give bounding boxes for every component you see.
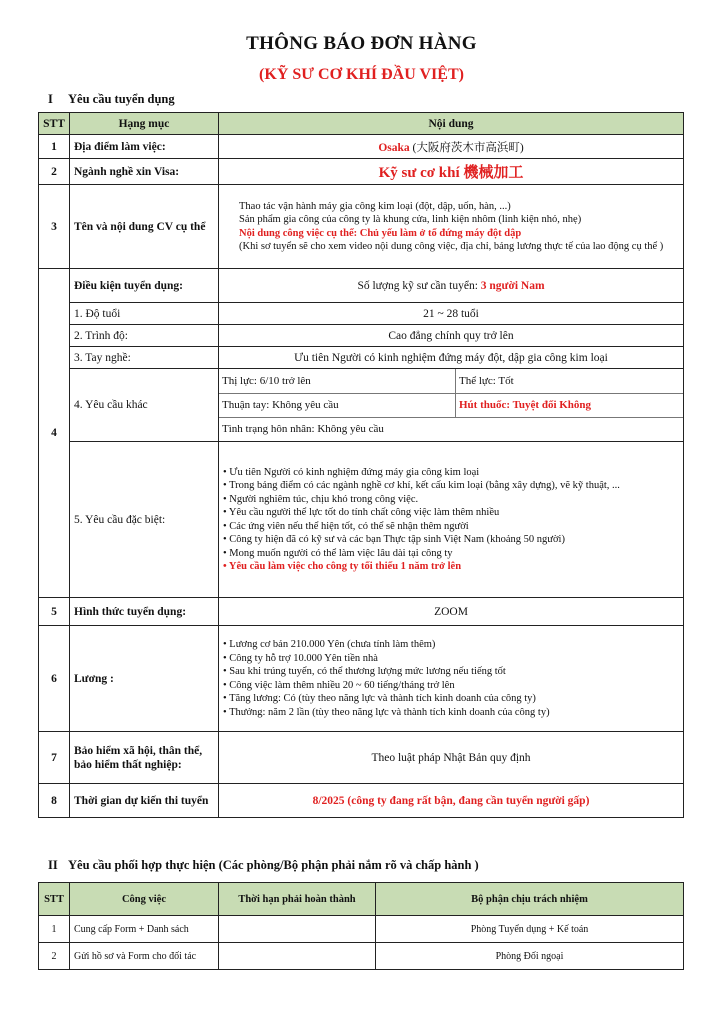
list-item: • Tăng lương: Có (tùy theo năng lực và thành tích kinh doanh của công ty): [223, 693, 536, 704]
list-item: • Trong bảng điểm có các ngành nghề cơ khí, kết cấu kim loại (bằng xây dựng), vẽ kỹ thuật, ...: [223, 480, 620, 491]
table-row: [39, 598, 684, 626]
department-cell: Phòng Đối ngoại: [376, 943, 684, 970]
list-item: • Thưởng: năm 2 lần (tùy theo năng lực và thành tích kinh doanh của công ty): [223, 706, 550, 718]
row-number: 1: [39, 916, 70, 943]
header-department: Bộ phận chịu trách nhiệm: [376, 883, 684, 916]
list-item: • Lương cơ bản 210.000 Yên (chưa tính làm thêm): [223, 639, 436, 650]
row-category: Lương :: [70, 626, 219, 732]
document-subtitle: (KỸ SƯ CƠ KHÍ ĐẦU VIỆT): [259, 66, 464, 83]
smoking-req: Hút thuốc: Tuyệt đối Không: [456, 393, 684, 417]
table-row: [39, 347, 684, 369]
section-2-heading: [48, 858, 479, 873]
education-label: 2. Trình độ:: [70, 325, 219, 347]
header-task: Công việc: [70, 883, 219, 916]
row-category: Bảo hiểm xã hội, thân thể, bảo hiểm thất nghiệp:: [70, 732, 219, 784]
list-item: • Ưu tiên Người có kinh nghiệm đứng máy gia công kim loại: [223, 466, 480, 478]
list-item: • Công ty hỗ trợ 10.000 Yên tiền nhà: [223, 652, 378, 664]
job-line: Thao tác vận hành máy gia công kim loại (đột, dập, uốn, hàn, ...): [239, 200, 511, 212]
job-line: Sản phẩm gia công của công ty là khung cửa, linh kiện nhôm (linh kiện nhỏ, nhẹ): [239, 214, 582, 225]
table-row: [39, 916, 684, 943]
list-item: • Công ty hiện đã có kỹ sư và các bạn Thực tập sinh Việt Nam (khoảng 50 người): [223, 534, 565, 545]
table-row: [39, 325, 684, 347]
quota-value: 3 người Nam: [480, 279, 545, 292]
table-row: [39, 159, 684, 185]
table-row: [39, 784, 684, 818]
list-item: • Mong muốn người có thể làm việc lâu dài tại công ty: [223, 547, 453, 559]
coordination-table: [38, 882, 684, 970]
table-row: [39, 626, 684, 732]
table-row: [39, 943, 684, 970]
list-item: • Công việc làm thêm nhiều 20 ~ 60 tiếng/tháng trở lên: [223, 679, 455, 691]
table-row: [39, 442, 684, 598]
row-category: Tên và nội dung CV cụ thể: [70, 185, 219, 269]
job-line: (Khi sơ tuyển sẽ cho xem video nội dung công việc, địa chỉ, bảng lương thực tế của lao động cụ thể ): [239, 241, 664, 252]
department-cell: Phòng Tuyển dụng + Kế toán: [376, 916, 684, 943]
header-stt: STT: [39, 113, 70, 135]
row-number: 2: [39, 159, 70, 185]
handedness-req: Thuận tay: Không yêu cầu: [219, 393, 456, 417]
requirements-table: [38, 112, 684, 818]
row-number: 3: [39, 185, 70, 269]
other-req-label: 4. Yêu cầu khác: [70, 369, 219, 442]
row-category: Ngành nghề xin Visa:: [70, 159, 219, 185]
row-category: Điều kiện tuyển dụng:: [70, 269, 219, 303]
list-item: • Sau khi trúng tuyển, có thể thương lượng mức lương nếu tiếng tốt: [223, 666, 506, 677]
table-row: [39, 269, 684, 303]
table-row: [39, 732, 684, 784]
section-2-number: II: [48, 858, 58, 872]
section-1-label: Yêu cầu tuyển dụng: [68, 92, 175, 106]
deadline-cell: [219, 943, 376, 970]
work-address: (大阪府茨木市高浜町): [409, 141, 524, 154]
row-number: 1: [39, 135, 70, 159]
fitness-req: Thể lực: Tốt: [456, 369, 684, 393]
visa-occupation: Kỹ sư cơ khí 機械加工: [219, 159, 684, 185]
header-category: Hạng mục: [70, 113, 219, 135]
row-number: 5: [39, 598, 70, 626]
special-req-list: [219, 442, 684, 598]
list-item: • Yêu cầu người thể lực tốt do tính chất công việc làm thêm nhiều: [223, 507, 500, 518]
header-stt: STT: [39, 883, 70, 916]
skill-value: Ưu tiên Người có kinh nghiệm đứng máy đột, dập gia công kim loại: [219, 347, 684, 369]
other-requirements-grid: [219, 369, 683, 441]
table-row: [39, 303, 684, 325]
section-2-label: Yêu cầu phối hợp thực hiện (Các phòng/Bộ phận phải nắm rõ và chấp hành ): [68, 858, 479, 872]
header-content: Nội dung: [219, 113, 684, 135]
table-row: [39, 185, 684, 269]
skill-label: 3. Tay nghề:: [70, 347, 219, 369]
row-number: 7: [39, 732, 70, 784]
other-req-cell: [219, 369, 684, 442]
table-row: [39, 369, 684, 442]
special-req-label: 5. Yêu cầu đặc biệt:: [70, 442, 219, 598]
list-item-highlight: • Yêu cầu làm việc cho công ty tối thiểu 1 năm trở lên: [223, 561, 462, 572]
row-number: 8: [39, 784, 70, 818]
job-detail-highlight: Nội dung công việc cụ thể: Chủ yếu làm ở tổ đứng máy đột dập: [239, 227, 522, 239]
marital-req: Tình trạng hôn nhân: Không yêu cầu: [219, 417, 683, 441]
recruit-quota: [219, 269, 684, 303]
age-label: 1. Độ tuổi: [70, 303, 219, 325]
deadline-cell: [219, 916, 376, 943]
row-number: 2: [39, 943, 70, 970]
row-category: Thời gian dự kiến thi tuyển: [70, 784, 219, 818]
salary-list: [219, 626, 684, 732]
task-cell: Gửi hồ sơ và Form cho đối tác: [70, 943, 219, 970]
age-value: 21 ~ 28 tuổi: [219, 303, 684, 325]
list-item: • Các ứng viên nếu thể hiện tốt, có thể sẽ nhận thêm người: [223, 520, 469, 532]
job-description: [219, 185, 684, 269]
insurance-value: Theo luật pháp Nhật Bản quy định: [219, 732, 684, 784]
work-city: Osaka: [378, 141, 410, 154]
row-category: Hình thức tuyển dụng:: [70, 598, 219, 626]
row-content: [219, 135, 684, 159]
education-value: Cao đẳng chính quy trở lên: [219, 325, 684, 347]
exam-time-value: 8/2025 (công ty đang rất bận, đang cần tuyển người gấp): [219, 784, 684, 818]
task-cell: Cung cấp Form + Danh sách: [70, 916, 219, 943]
document-title: THÔNG BÁO ĐƠN HÀNG: [246, 33, 477, 54]
section-1-heading: [48, 92, 175, 107]
row-category: Địa điểm làm việc:: [70, 135, 219, 159]
recruit-method: ZOOM: [219, 598, 684, 626]
quota-label: Số lượng kỹ sư cần tuyển:: [357, 279, 481, 292]
table-row: [39, 135, 684, 159]
row-number: 6: [39, 626, 70, 732]
row-number: 4: [39, 269, 70, 598]
list-item: • Người nghiêm túc, chịu khó trong công việc.: [223, 493, 419, 505]
header-deadline: Thời hạn phải hoàn thành: [219, 883, 376, 916]
vision-req: Thị lực: 6/10 trở lên: [219, 369, 456, 393]
section-1-number: I: [48, 92, 53, 106]
